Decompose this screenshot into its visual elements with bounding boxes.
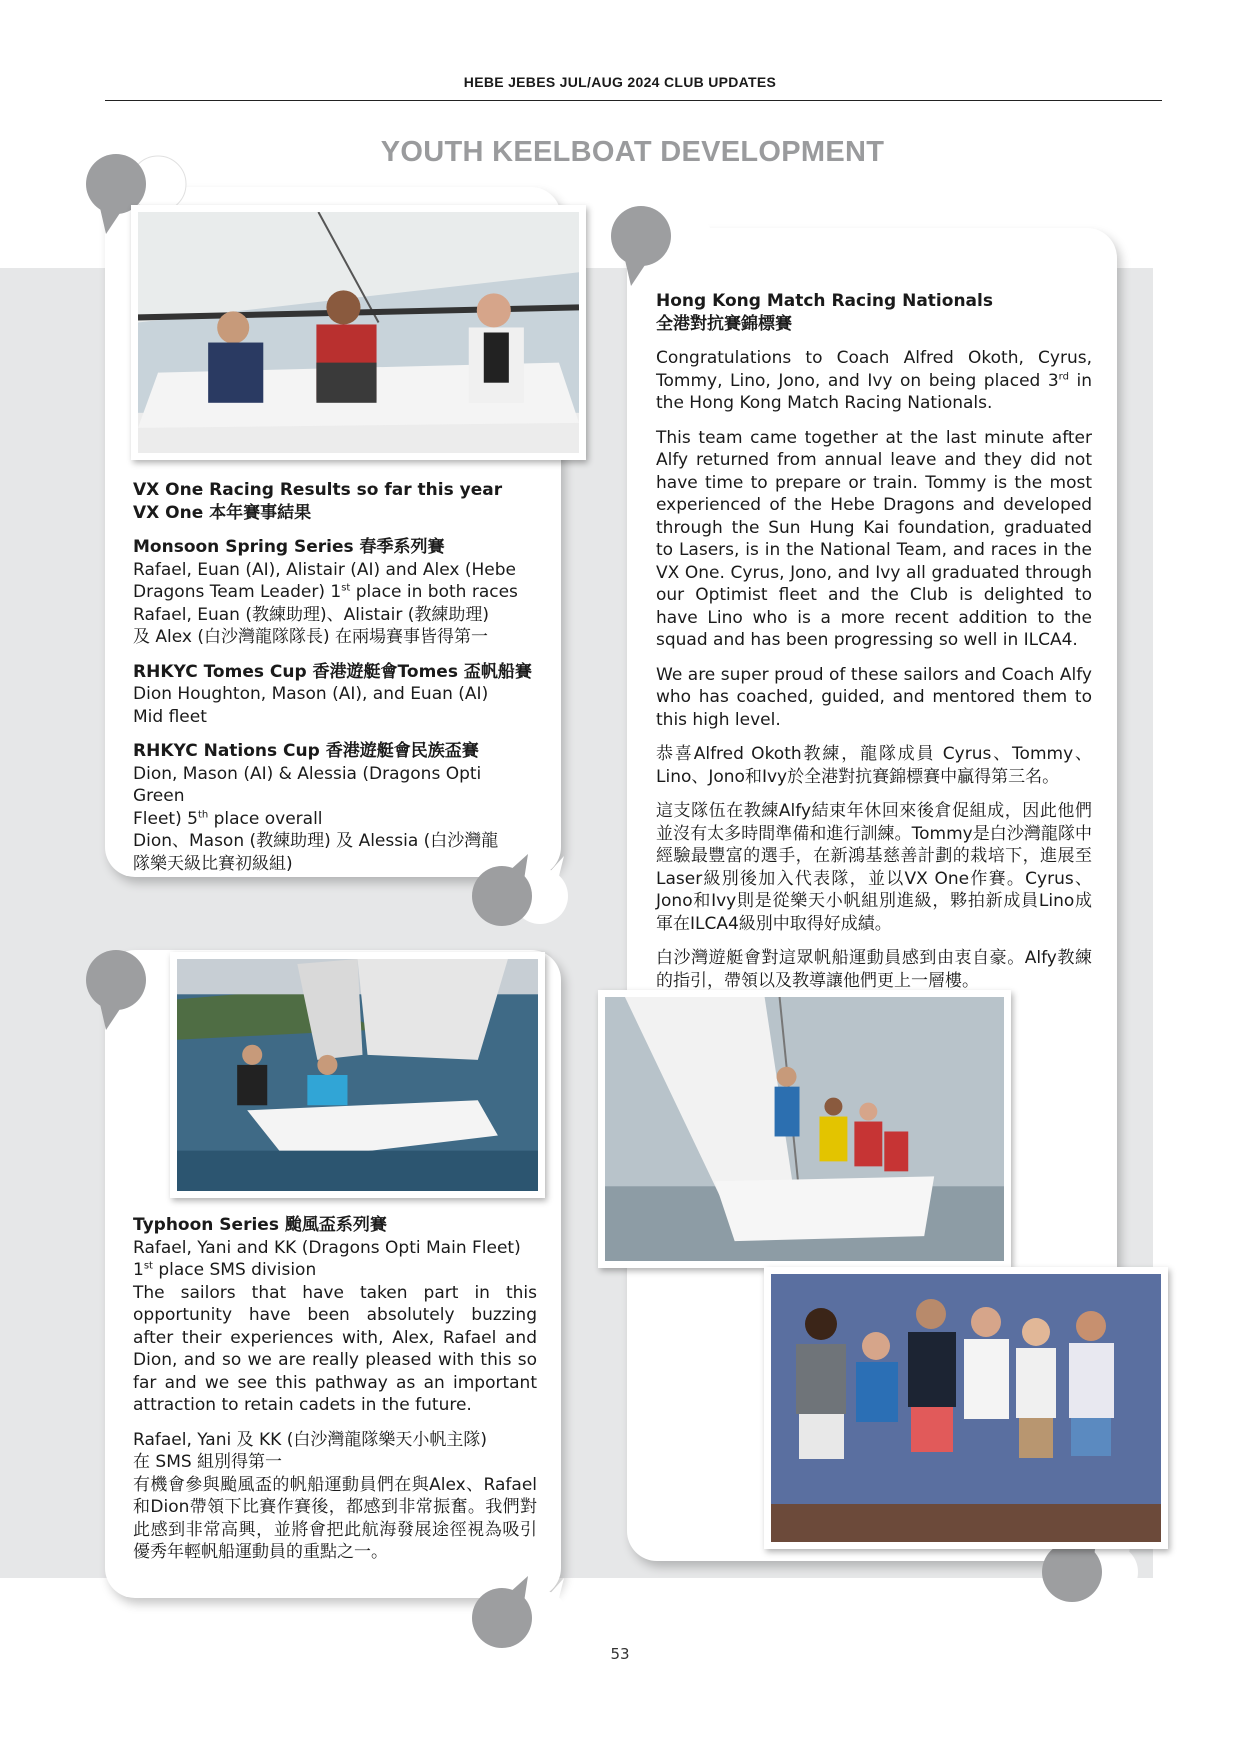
match-racing-paragraph-zh: 恭喜Alfred Okoth教練，龍隊成員 Cyrus、Tommy、Lino、Jono和Ivy於全港對抗賽錦標賽中贏得第三名。 (656, 744, 1092, 787)
page-title: YOUTH KEELBOAT DEVELOPMENT (380, 136, 885, 168)
typhoon-series-title: Typhoon Series 颱風盃系列賽 (133, 1215, 387, 1235)
photo-typhoon-series-boat (170, 952, 545, 1198)
typhoon-line: Rafael, Yani and KK (Dragons Opti Main Fleet) (133, 1237, 521, 1258)
photo-keelboat-under-sail (598, 990, 1011, 1268)
nations-cup-title: RHKYC Nations Cup 香港遊艇會民族盃賽 (133, 741, 479, 761)
match-racing-heading-zh: 全港對抗賽錦標賽 (656, 313, 792, 334)
match-racing-paragraph: We are super proud of these sailors and Coach Alfy who has coached, guided, and mentored them to this high level. (656, 664, 1092, 730)
match-racing-paragraph: Congratulations to Coach Alfred Okoth, Cyrus, Tommy, Lino, Jono, and Ivy on being placed 3rd in the Hong Kong Match Racing Nationals. (656, 348, 1092, 413)
page-number: 53 (610, 1645, 630, 1663)
nations-line: Fleet) 5th place overall (133, 808, 323, 829)
monsoon-series-title: Monsoon Spring Series 春季系列賽 (133, 537, 445, 557)
monsoon-line-zh: Rafael, Euan (教練助理)、Alistair (教練助理) (133, 604, 490, 625)
typhoon-paragraph-zh: 有機會參與颱風盃的帆船運動員們在與Alex、Rafael 和Dion帶領下比賽作賽後，都感到非常振奮。我們對此感到非常高興，並將會把此航海發展途徑視為吸引優秀年輕帆船運動員的重點之一。 (133, 1474, 537, 1562)
match-racing-paragraph: This team came together at the last minute after Alfy returned from annual leave and they did not have time to prepare or train. Tommy is the most experienced of the Hebe Dragons and developed through the Sun Hung Kai foundation, graduated to Lasers, is in the National Team, and races in the VX One. Cyrus, Jono, and Ivy all graduated through our Optimist fleet and the Club is delighted to have Lino who is a more recent addition to the squad and has been progressing so well in ILCA4. (656, 427, 1092, 650)
match-racing-section (656, 290, 1092, 1004)
match-racing-paragraph-zh: 白沙灣遊艇會對這眾帆船運動員感到由衷自豪。Alfy教練的指引，帶領以及教導讓他們更上一層樓。 (656, 948, 1092, 991)
section-heading-en: VX One Racing Results so far this year (133, 480, 503, 500)
nations-line: Dion, Mason (AI) & Alessia (Dragons Opti Green (133, 763, 482, 806)
monsoon-line-zh: 及 Alex (白沙灣龍隊隊長) 在兩場賽事皆得第一 (133, 627, 489, 647)
section-heading-zh: VX One 本年賽事結果 (133, 502, 312, 523)
tomes-line: Mid fleet (133, 706, 207, 727)
monsoon-line: Rafael, Euan (AI), Alistair (AI) and Alex (Hebe (133, 559, 517, 580)
running-header: HEBE JEBES JUL/AUG 2024 CLUB UPDATES (463, 74, 777, 90)
tomes-cup-title: RHKYC Tomes Cup 香港遊艇會Tomes 盃帆船賽 (133, 661, 532, 682)
typhoon-line-zh: 在 SMS 組別得第一 (133, 1452, 283, 1472)
tomes-line: Dion Houghton, Mason (AI), and Euan (AI) (133, 684, 489, 704)
monsoon-line: Dragons Team Leader) 1st place in both races (133, 582, 518, 602)
header-rule (105, 100, 1162, 101)
vx-one-results-section (133, 479, 538, 887)
typhoon-line-zh: Rafael, Yani 及 KK (白沙灣龍隊樂天小帆主隊) (133, 1429, 487, 1450)
typhoon-paragraph: The sailors that have taken part in this opportunity have been absolutely buzzing after their experiences with, Alex, Rafael and Dion, and so we are really pleased with this so far and we see this pathway as an important attraction to retain cadets in the future. (133, 1282, 537, 1415)
match-racing-heading-en: Hong Kong Match Racing Nationals (656, 291, 993, 311)
quote-open-icon (605, 200, 715, 290)
typhoon-line: 1st place SMS division (133, 1260, 317, 1280)
nations-line-zh: Dion、Mason (教練助理) 及 Alessia (白沙灣龍 (133, 831, 499, 851)
photo-match-racing-team (764, 1267, 1168, 1549)
match-racing-paragraph-zh: 這支隊伍在教練Alfy結束年休回來後倉促組成，因此他們並沒有太多時間準備和進行訓練。Tommy是白沙灣龍隊中經驗最豐富的選手，在新鴻基慈善計劃的栽培下，進展至Laser級別後加入代表隊，並以VX One作賽。Cyrus、Jono和Ivy則是從樂天小帆組別進級，夥拍新成員Lino成軍在ILCA4級別中取得好成績。 (656, 801, 1092, 934)
nations-line-zh: 隊樂天級比賽初級組) (133, 853, 293, 874)
photo-vx-one-crew (131, 205, 586, 460)
typhoon-series-section (133, 1214, 537, 1576)
